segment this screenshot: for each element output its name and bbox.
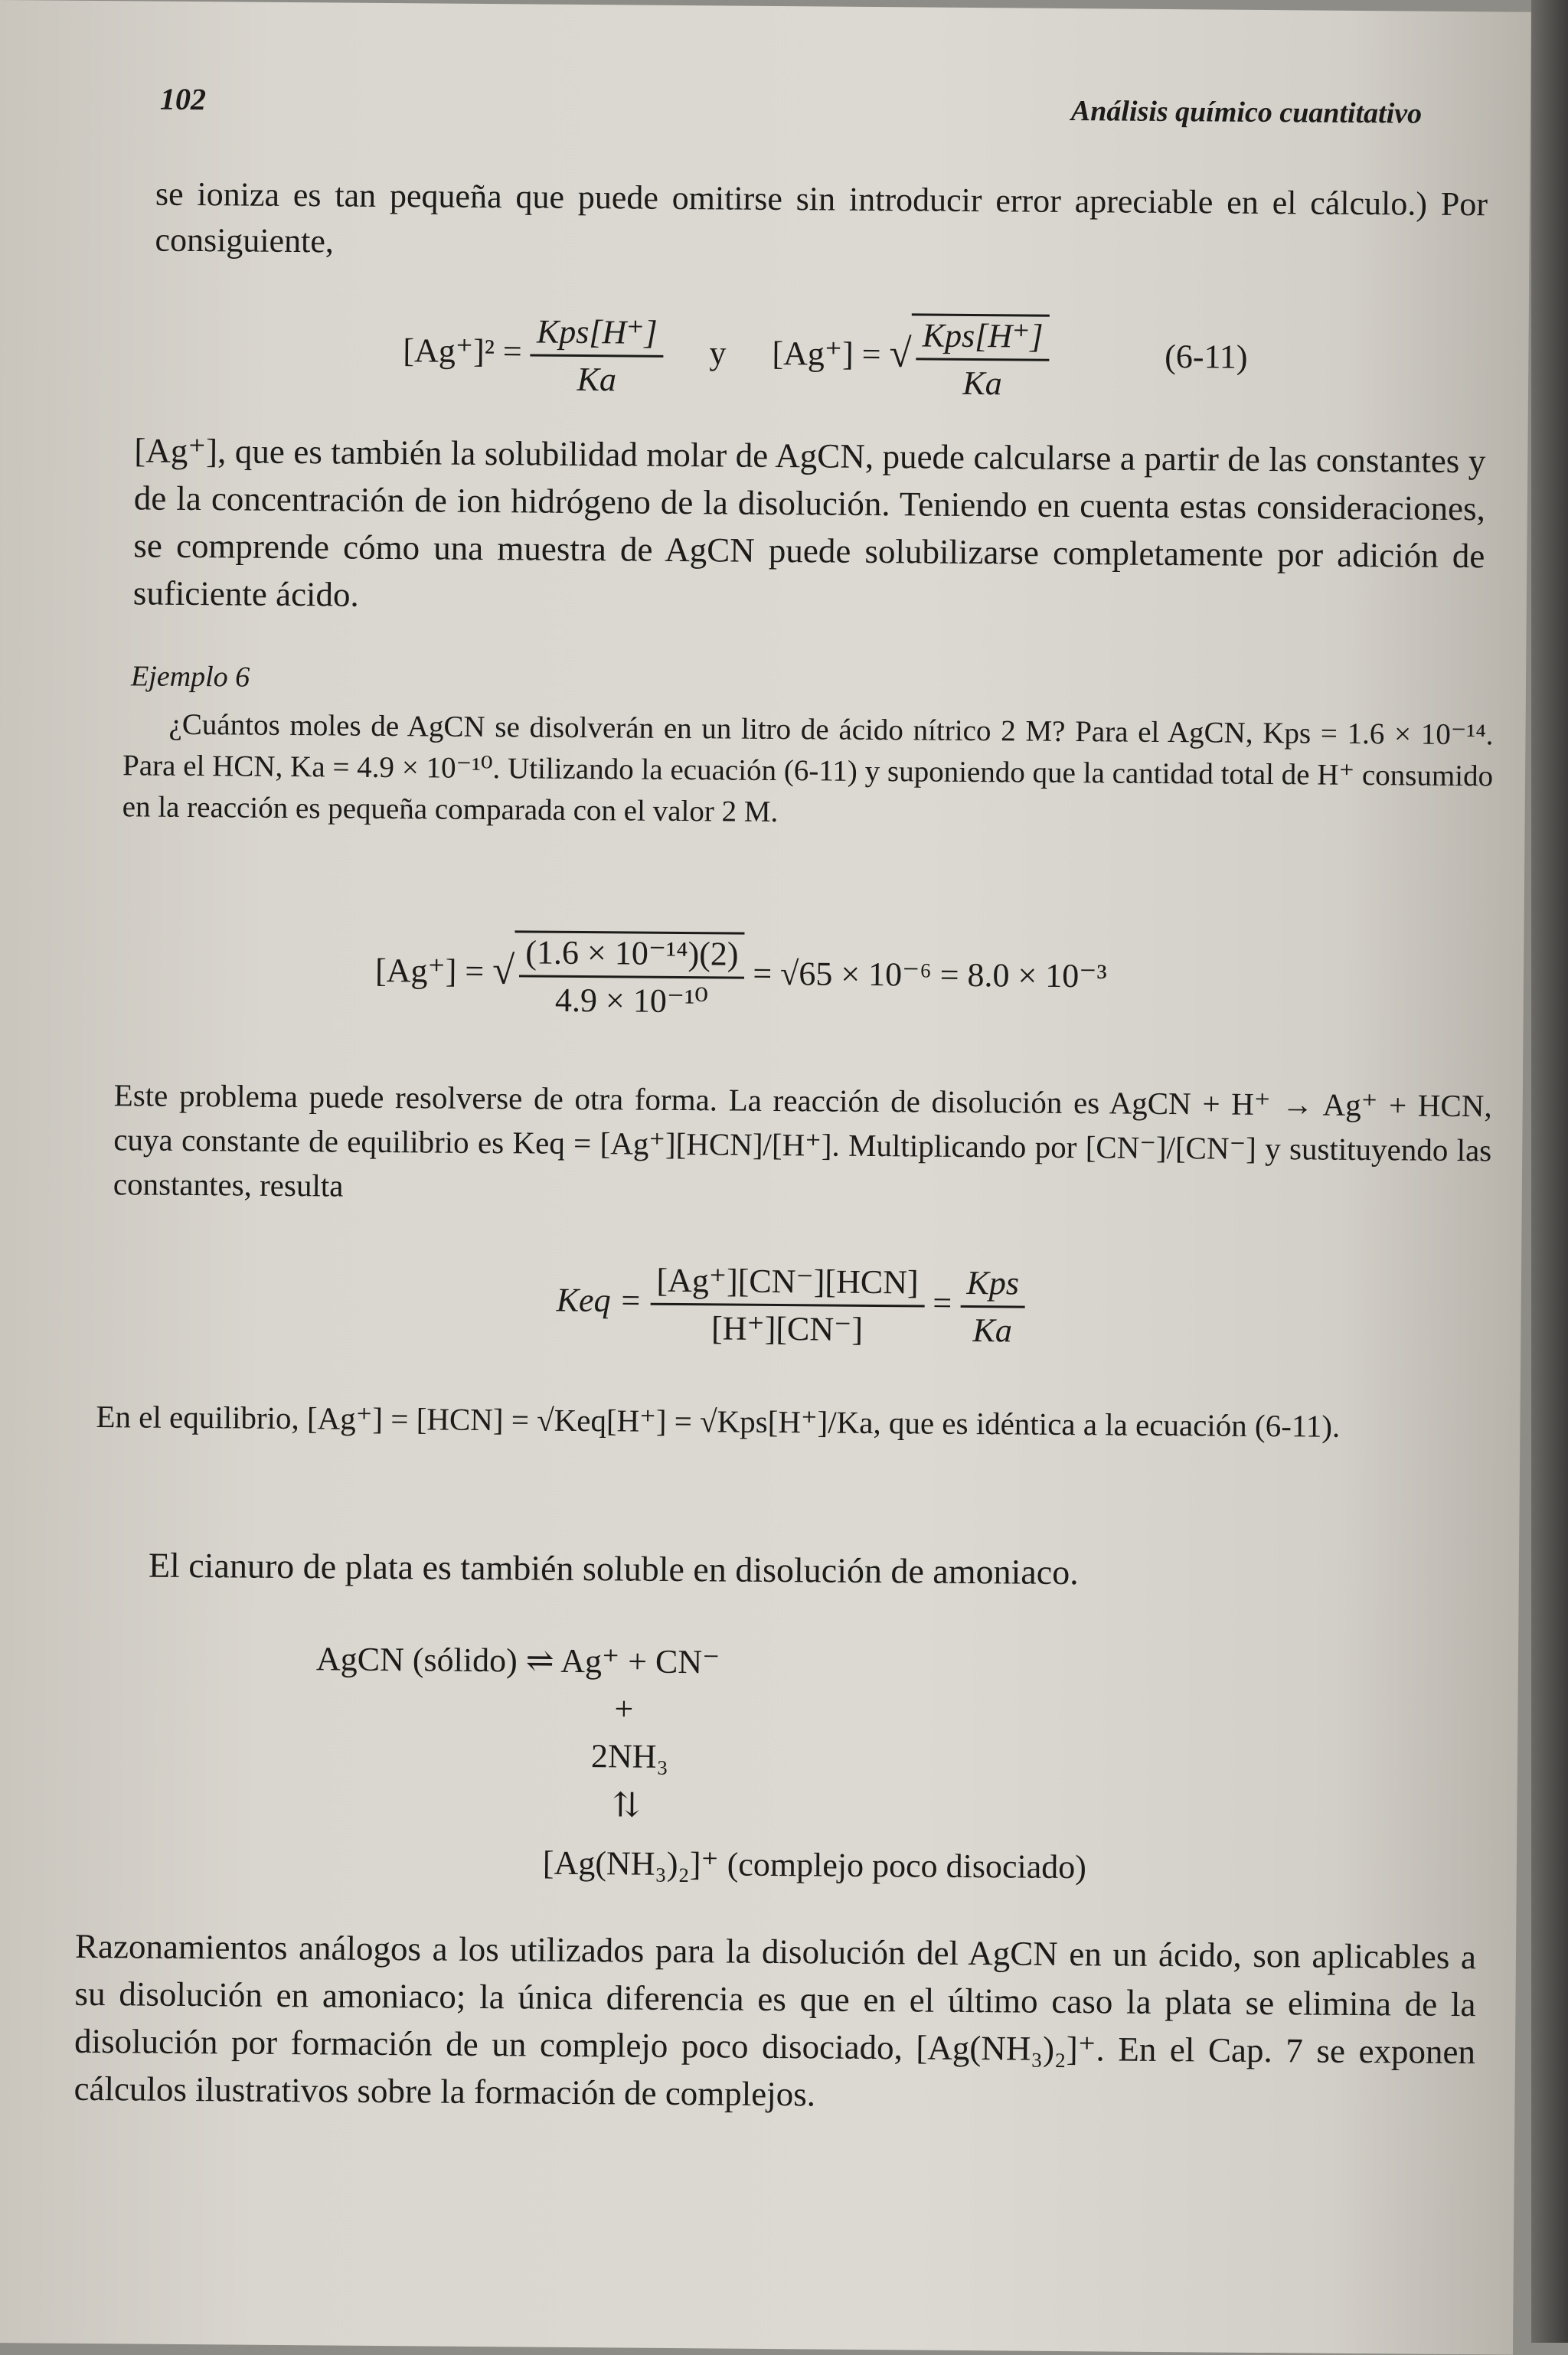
- keq-equals: =: [933, 1284, 952, 1322]
- reaction-line-1: AgCN (sólido) ⇌ Ag⁺ + CN⁻: [315, 1640, 720, 1681]
- reaction-complex: [Ag(NH₃)₂]⁺ (complejo poco disociado): [542, 1844, 1087, 1886]
- eq611-right-numerator: Kps[H⁺]: [916, 315, 1049, 361]
- reaction-plus: +: [614, 1690, 634, 1728]
- equation-keq: [556, 1260, 1025, 1351]
- eq611-denominator: Ka: [577, 360, 617, 398]
- equilibrium-arrows-icon: ⇅: [612, 1786, 641, 1824]
- radical-symbol: √: [889, 331, 912, 376]
- example-text: ¿Cuántos moles de AgCN se disolverán en un litro de ácido nítrico 2 M? Para el AgCN, Kps = 1.6 × 10⁻¹⁴. Para el HCN, Ka = 4.9 × 10⁻¹⁰. Utilizando la ecuación (6-11) y suponiendo que la cantidad total de H⁺ consumido en la reacción es pequeña comparada con el valor 2 M.: [122, 707, 1494, 829]
- keq-lhs: Keq =: [556, 1281, 642, 1320]
- eq611-label: (6-11): [1165, 338, 1248, 376]
- radical-symbol: √: [492, 948, 515, 993]
- example-lhs: [Ag⁺] =: [374, 951, 485, 991]
- keq-fraction-2: [960, 1263, 1025, 1351]
- example-fraction: [519, 933, 745, 1021]
- eq611-fraction-right: [916, 315, 1050, 403]
- eq611-conjunction: y: [709, 334, 727, 372]
- running-title: Análisis químico cuantitativo: [1070, 94, 1423, 130]
- example-result: = √65 × 10⁻⁶ = 8.0 × 10⁻³: [753, 954, 1107, 995]
- paragraph-equilibrium: En el equilibrio, [Ag⁺] = [HCN] = √Keq[H⁺] = √Kps[H⁺]/Ka, que es idéntica a la ecuación (6-11).: [96, 1399, 1341, 1444]
- paragraph-alternative: Este problema puede resolverse de otra forma. La reacción de disolución es AgCN + H⁺ → Ag⁺ + HCN, cuya constante de equilibrio es Keq = [Ag⁺][HCN]/[H⁺]. Multiplicando por [CN⁻]/[CN⁻] y sustituyendo las constantes, resulta: [113, 1077, 1492, 1204]
- book-edge: [1531, 0, 1568, 2343]
- example-numerator: (1.6 × 10⁻¹⁴)(2): [519, 933, 745, 978]
- eq611-left-lhs: [Ag⁺]² =: [403, 332, 522, 371]
- keq-fraction: [650, 1261, 925, 1350]
- page-number: 102: [159, 81, 207, 117]
- keq-denominator: [H⁺][CN⁻]: [710, 1309, 864, 1348]
- example-heading: Ejemplo 6: [130, 660, 250, 694]
- keq-denominator-2: Ka: [972, 1311, 1013, 1350]
- paragraph-solubility: [Ag⁺], que es también la solubilidad molar de AgCN, puede calcularse a partir de las constantes y de la concentración de ion hidrógeno de la disolución. Teniendo en cuenta estas consideraciones, se comprende cómo una muestra de AgCN puede solubilizarse completamente por adición de suficiente ácido.: [132, 431, 1486, 614]
- example-denominator: 4.9 × 10⁻¹⁰: [554, 981, 709, 1021]
- reaction-nh3: 2NH₃: [590, 1737, 669, 1775]
- keq-numerator: [Ag⁺][CN⁻][HCN]: [650, 1261, 925, 1308]
- example-sqrt: [492, 930, 745, 1021]
- equation-example: [375, 929, 1108, 1024]
- eq611-sqrt: [889, 313, 1050, 403]
- intro-paragraph: se ioniza es tan pequeña que puede omitirse sin introducir error apreciable en el cálculo.) Por consiguiente,: [155, 175, 1488, 260]
- eq611-numerator: Kps[H⁺]: [531, 312, 664, 357]
- eq611-right-lhs: [Ag⁺] =: [772, 335, 881, 374]
- paragraph-ammonia: El cianuro de plata es también soluble en disolución de amoniaco.: [148, 1545, 1079, 1592]
- eq611-right-denominator: Ka: [962, 364, 1002, 403]
- equation-6-11: [403, 309, 1248, 405]
- keq-numerator-2: Kps: [960, 1263, 1025, 1308]
- eq611-fraction-left: [530, 312, 664, 399]
- paragraph-conclusion: Razonamientos análogos a los utilizados para la disolución del AgCN en un ácido, son aplicables a su disolución en amoniaco; la única diferencia es que en el último caso la plata se elimina de la disolución por formación de un complejo poco disociado, [Ag(NH₃)₂]⁺. En el Cap. 7 se exponen cálculos ilustrativos sobre la formación de complejos.: [74, 1926, 1477, 2114]
